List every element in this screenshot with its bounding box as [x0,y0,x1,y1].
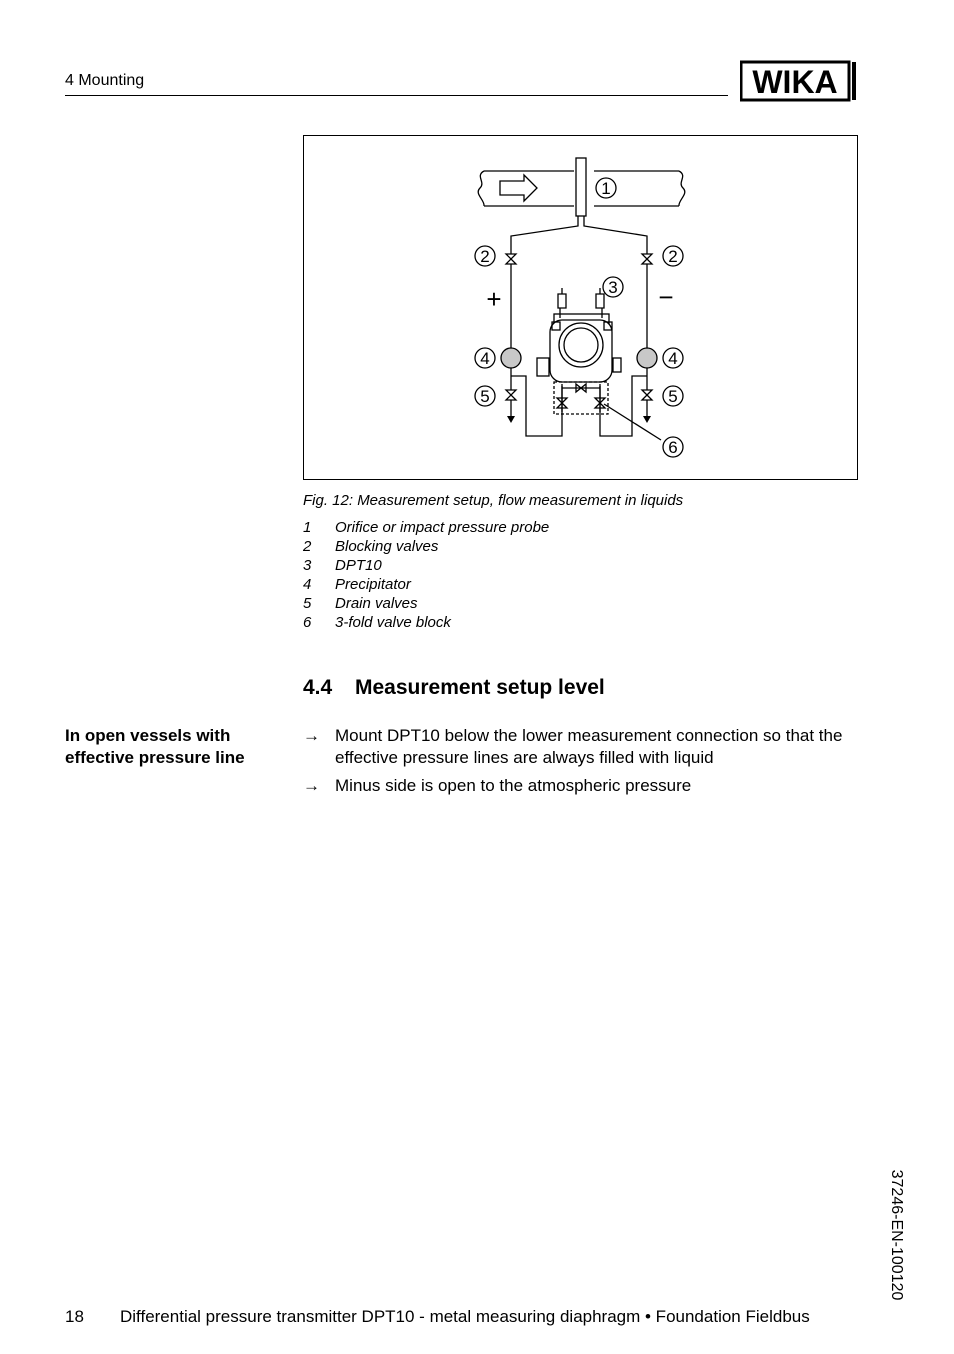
section-heading [303,676,605,700]
legend-number: 2 [303,538,312,555]
header-section-title: 4 Mounting [65,72,145,89]
legend-label: Precipitator [335,576,411,593]
figure-caption: Fig. 12: Measurement setup, flow measurement in liquids [303,492,684,509]
callout-precipitator-right: 4 [668,349,678,368]
callout-orifice: 1 [601,179,611,198]
callout-drain-valve-right: 5 [668,387,678,406]
plus-side-label: + [486,284,502,314]
wika-logo [740,60,858,102]
instruction-text: Mount DPT10 below the lower measurement connection so that the effective pressure lines are always filled with liquid [335,726,843,767]
page-number: 18 [65,1307,84,1326]
legend-label: Drain valves [335,595,418,612]
legend-number: 4 [303,576,312,593]
header-divider [65,95,728,96]
logo-text: WIKA [752,64,838,100]
section-title-text: Measurement setup level [355,676,605,699]
figure-frame [303,135,858,480]
instruction-list [303,725,858,803]
document-id [846,1160,946,1310]
legend-item [303,537,549,556]
callout-precipitator-left: 4 [480,349,490,368]
arrow-icon: → [303,776,320,795]
legend-label: Orifice or impact pressure probe [335,519,550,536]
legend-number: 5 [303,595,312,612]
callout-valve-block: 6 [668,438,678,457]
legend-item [303,575,549,594]
instruction-text: Minus side is open to the atmospheric pressure [335,776,692,795]
footer-title: Differential pressure transmitter DPT10 - metal measuring diaphragm • Foundation Fieldbus [120,1307,810,1326]
section-number: 4.4 [303,676,333,699]
legend-label: Blocking valves [335,538,439,555]
callout-drain-valve-left: 5 [480,387,490,406]
minus-side-label: − [658,282,674,312]
callout-blocking-valve-left: 2 [480,247,490,266]
legend-number: 3 [303,557,312,574]
legend-number: 6 [303,614,312,631]
callout-blocking-valve-right: 2 [668,247,678,266]
figure-legend [303,518,549,632]
legend-item [303,518,549,537]
side-label: In open vessels with effective pressure line [65,726,245,767]
legend-item [303,594,549,613]
flow-measurement-diagram [304,136,857,479]
callout-dpt10: 3 [608,278,618,297]
legend-label: DPT10 [335,557,382,574]
instruction-item [303,725,858,769]
legend-item [303,613,549,632]
arrow-icon: → [303,726,320,745]
instruction-item [303,775,858,797]
legend-item [303,556,549,575]
legend-number: 1 [303,519,312,536]
legend-label: 3-fold valve block [335,614,451,631]
document-id-text: 37246-EN-100120 [888,1169,905,1301]
